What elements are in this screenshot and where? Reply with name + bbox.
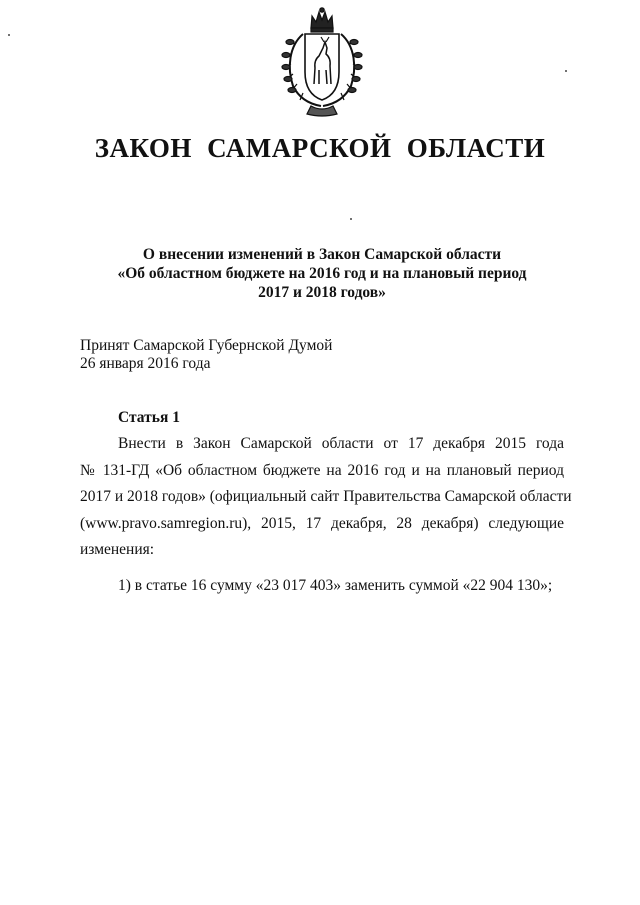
article-heading: Статья 1 — [118, 409, 180, 426]
article-item-1: 1) в статье 16 сумму «23 017 403» заменить суммой «22 904 130»; — [118, 577, 553, 594]
law-title: ЗАКОН САМАРСКОЙ ОБЛАСТИ — [94, 133, 546, 163]
adoption-note — [80, 337, 332, 373]
paragraph-line: 2017 и 2018 годов» (официальный сайт Правительства Самарской области — [80, 488, 572, 505]
scan-speck — [8, 34, 10, 36]
adoption-date: 26 января 2016 года — [80, 355, 211, 372]
coat-of-arms-icon — [281, 6, 363, 118]
paragraph-line: (www.pravo.samregion.ru), 2015, 17 декабря, 28 декабря) следующие — [80, 514, 564, 532]
paragraph-line: Внести в Закон Самарской области от 17 декабря 2015 года — [118, 435, 564, 452]
subtitle-line: 2017 и 2018 годов» — [258, 284, 386, 301]
adoption-body: Принят Самарской Губернской Думой — [80, 337, 333, 354]
article-paragraph — [80, 431, 572, 564]
scan-speck — [350, 218, 352, 220]
subtitle-line: О внесении изменений в Закон Самарской области — [142, 246, 502, 263]
subtitle-line: «Об областном бюджете на 2016 год и на плановый период — [117, 265, 527, 282]
law-subtitle — [80, 245, 564, 302]
scan-speck — [565, 70, 567, 72]
paragraph-line: изменения: — [80, 541, 155, 558]
paragraph-line: № 131-ГД «Об областном бюджете на 2016 год и на плановый период — [80, 461, 564, 479]
